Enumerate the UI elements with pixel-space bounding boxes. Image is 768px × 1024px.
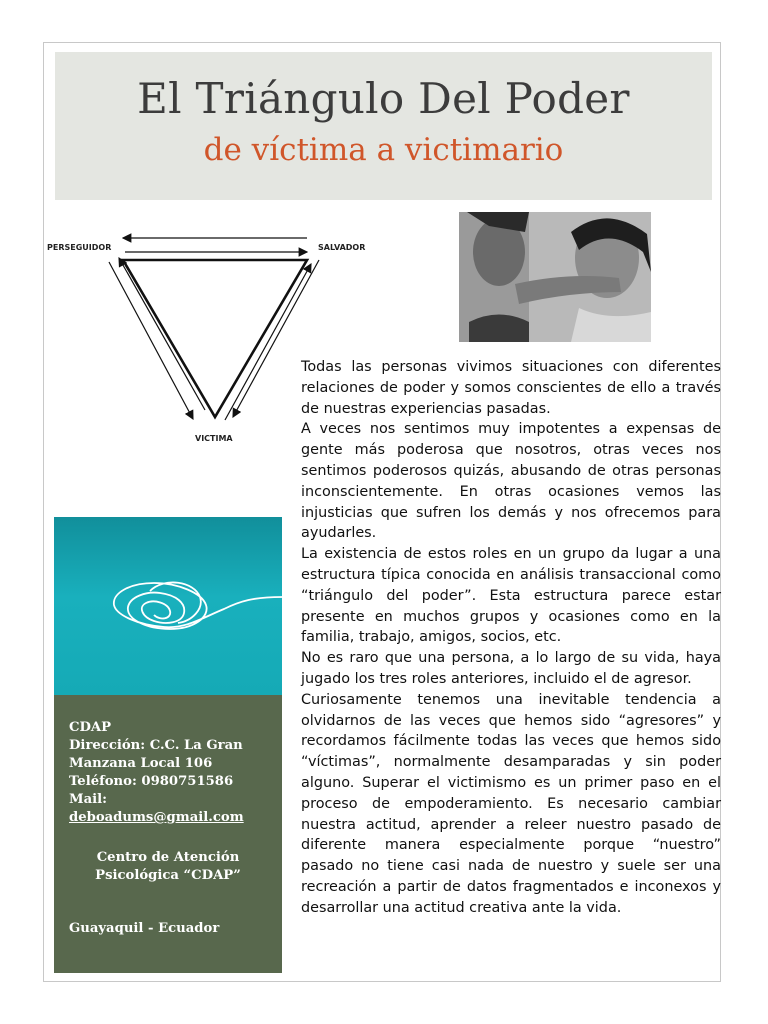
paragraph-3: La existencia de estos roles en un grupo da lugar a una estructura típica conocida en análisis transaccional como “triángulo del poder”. Esta estructura parece estar presente en muchos grupos y ocasiones como en la familia, trabajo, amigos, socios, etc. [301, 546, 721, 646]
mail-label: Mail: [69, 792, 108, 807]
phone-number: Teléfono: 0980751586 [69, 774, 234, 789]
paragraph-1: Todas las personas vivimos situaciones con diferentes relaciones de poder y somos conscientes de ello a través de nuestras experiencias pasadas. [301, 359, 721, 417]
salvador-label: SALVADOR [318, 243, 366, 252]
perseguidor-label: PERSEGUIDOR [47, 243, 112, 252]
left-arrow-up [119, 258, 205, 410]
city-location: Guayaquil - Ecuador [69, 921, 220, 936]
victima-label: VICTIMA [195, 434, 233, 443]
page-title: El Triángulo Del Poder [137, 74, 630, 123]
photo-illustration [459, 212, 651, 342]
paragraph-5: Curiosamente tenemos una inevitable tendencia a olvidarnos de las veces que hemos sido “agresores” y recordamos fácilmente todas las veces que hemos sido “víctimas”, normalmente desamparadas y sin poder alguno. Superar el victimismo es un primer paso en el proceso de empoderamiento. Es necesario cambiar nuestra actitud, aprender a releer nuestro pasado de diferente manera especialmente porque “nuestro” pasado no tiene casi nada de nuestro y suele ser una recreación a partir de datos fragmentados e inconexos y desarrollar una actitud creativa ante la vida. [301, 691, 721, 916]
center-name-line-2: Psicológica “CDAP” [95, 868, 241, 883]
decorative-teal-panel [54, 517, 282, 695]
contact-panel [54, 695, 282, 973]
left-arrow-down [109, 262, 193, 419]
right-arrow-up [225, 264, 311, 420]
paragraph-2: A veces nos sentimos muy impotentes a expensas de gente más poderosa que nosotros, otras veces nos sentimos poderosos quizás, abusando de otras personas inconscientemente. En otras ocasiones vemos las injusticias que sufren los demás y nos ofrecemos para ayudarles. [301, 421, 721, 542]
scribble-icon [54, 517, 282, 695]
aggression-photo [459, 212, 651, 342]
header-banner [55, 52, 712, 200]
address-line-1: Dirección: C.C. La Gran [69, 738, 243, 753]
paragraph-4: No es raro que una persona, a lo largo de su vida, haya jugado los tres roles anteriores, incluido el de agresor. [301, 650, 721, 687]
email-link[interactable]: deboadums@gmail.com [69, 810, 244, 825]
center-name-line-1: Centro de Atención [96, 850, 240, 865]
page-subtitle: de víctima a victimario [203, 132, 564, 168]
address-line-2: Manzana Local 106 [69, 756, 213, 771]
center-name [54, 849, 282, 885]
body-text [301, 357, 721, 919]
org-name: CDAP [69, 720, 112, 735]
